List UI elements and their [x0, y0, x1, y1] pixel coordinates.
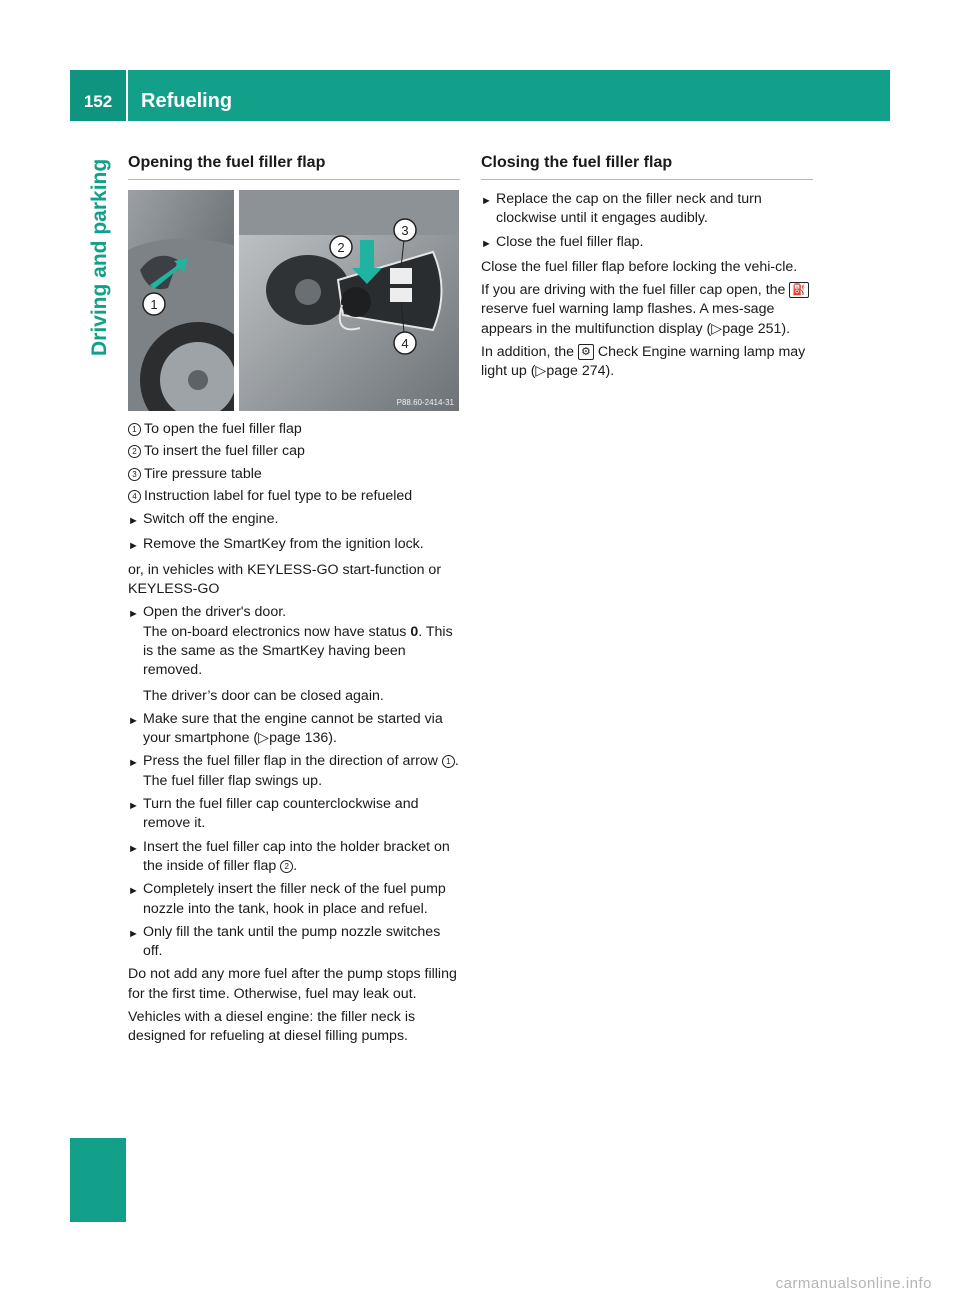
step-arrow-icon: ► [128, 608, 139, 621]
callout-icon-3: 3 [128, 468, 141, 481]
step-item: ► Turn the fuel filler cap counterclockwise and remove it. [128, 795, 460, 834]
page-ref-arrow-icon: ▷ [258, 730, 270, 747]
step-arrow-icon: ► [128, 927, 139, 940]
step-arrow-icon: ► [128, 515, 139, 528]
paragraph: If you are driving with the fuel filler cap open, the ⛽ reserve fuel warning lamp flashes. A mes-sage appears in the multifunction display (▷page 251). [481, 281, 813, 339]
page-ref-arrow-icon: ▷ [535, 363, 547, 380]
section-heading-closing: Closing the fuel filler flap [481, 152, 813, 180]
header-divider [126, 70, 128, 121]
legend-item-4: 4 Instruction label for fuel type to be refueled [128, 487, 460, 506]
side-tab-block [70, 1138, 126, 1222]
callout-4: 4 [401, 336, 409, 351]
footer-watermark: carmanualsonline.info [775, 1275, 932, 1292]
fuel-flap-photo [128, 190, 459, 411]
step-item: ► Switch off the engine. [128, 510, 460, 531]
callout-icon-2: 2 [280, 860, 293, 873]
step-item: ► Close the fuel filler flap. [481, 233, 813, 254]
step-arrow-icon: ► [128, 800, 139, 813]
image-code: P88.60-2414-31 [396, 398, 454, 407]
step-item: ► Open the driver's door. The on-board electronics now have status 0. This is the same as the SmartKey having been removed. The driver’s door can be closed again. [128, 603, 460, 705]
fuel-pump-icon: ⛽ [789, 282, 809, 298]
step-arrow-icon: ► [128, 757, 139, 770]
step-arrow-icon: ► [128, 885, 139, 898]
paragraph-or: or, in vehicles with KEYLESS-GO start-function or KEYLESS-GO [128, 561, 442, 598]
legend-item-1: 1 To open the fuel filler flap [128, 420, 460, 439]
step-arrow-icon: ► [481, 195, 492, 207]
check-engine-icon: ⚙ [578, 344, 594, 360]
paragraph: Vehicles with a diesel engine: the filler neck is designed for refueling at diesel filling pumps. [128, 1009, 416, 1045]
status-value: 0 [410, 623, 419, 640]
page-title: Refueling [141, 90, 233, 112]
page-reference-link[interactable]: page 274 [546, 363, 606, 380]
paragraph: Close the fuel filler flap before locking the vehi-cle. [481, 258, 798, 275]
step-item: ► Replace the cap on the filler neck and turn clockwise until it engages audibly. [481, 190, 813, 229]
step-item: ► Insert the fuel filler cap into the holder bracket on the inside of filler flap 2 . [128, 838, 460, 877]
left-column [128, 152, 460, 1047]
legend-item-2: 2 To insert the fuel filler cap [128, 442, 460, 461]
page-number: 152 [70, 70, 126, 121]
callout-icon-4: 4 [128, 490, 141, 503]
callout-1: 1 [150, 297, 158, 312]
section-heading-opening: Opening the fuel filler flap [128, 152, 460, 180]
step-item: ► Press the fuel filler flap in the direction of arrow 1 . The fuel filler flap swings up. [128, 752, 460, 791]
step-item: ► Make sure that the engine cannot be started via your smartphone (▷page 136). [128, 710, 460, 749]
legend-item-3: 3 Tire pressure table [128, 465, 460, 484]
callout-2: 2 [337, 240, 345, 255]
page-ref-arrow-icon: ▷ [711, 320, 723, 337]
step-arrow-icon: ► [128, 540, 139, 553]
paragraph: Do not add any more fuel after the pump stops filling for the first time. Otherwise, fuel may leak out. [128, 966, 457, 1002]
page-reference-link[interactable]: page 136 [269, 730, 329, 747]
step-arrow-icon: ► [128, 714, 139, 727]
step-item: ► Completely insert the filler neck of the fuel pump nozzle into the tank, hook in place and refuel. [128, 880, 460, 919]
callout-icon-2: 2 [128, 445, 141, 458]
step-arrow-icon: ► [128, 842, 139, 855]
callout-3: 3 [401, 223, 409, 238]
side-tab-label: Driving and parking [88, 158, 111, 356]
step-arrow-icon: ► [481, 237, 492, 250]
page-reference-link[interactable]: page 251 [722, 320, 782, 337]
callout-icon-1: 1 [128, 423, 141, 436]
right-column [481, 152, 813, 382]
paragraph: In addition, the ⚙ Check Engine warning lamp may light up (▷page 274). [481, 344, 806, 380]
step-item: ► Only fill the tank until the pump nozzle switches off. [128, 923, 460, 962]
callout-icon-1: 1 [442, 755, 455, 768]
step-item: ► Remove the SmartKey from the ignition lock. [128, 535, 460, 556]
